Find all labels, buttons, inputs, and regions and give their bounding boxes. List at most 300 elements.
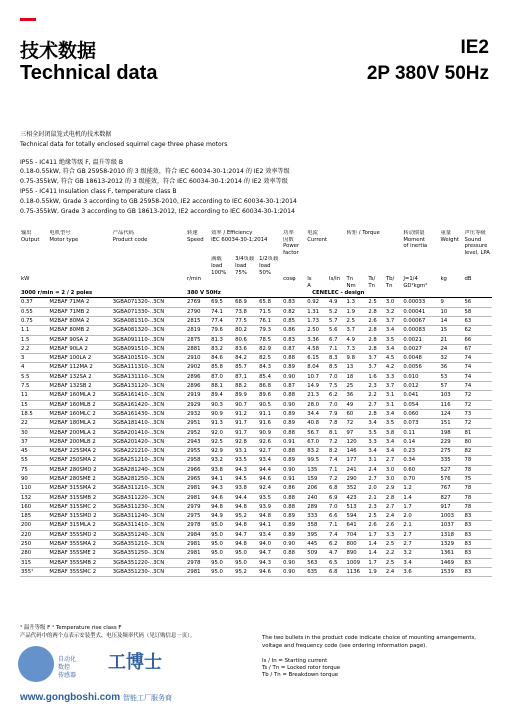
table-cell: 75 bbox=[20, 465, 48, 474]
table-cell: 6.6 bbox=[328, 512, 345, 521]
table-cell: 3.4 bbox=[385, 326, 402, 335]
table-cell: 1.4 bbox=[402, 493, 439, 502]
table-cell: 3GBA281250-‥3CN bbox=[112, 474, 186, 483]
table-cell: M2BAF 132SA 2 bbox=[48, 372, 111, 381]
table-cell: 2.8 bbox=[367, 307, 384, 316]
table-cell: 82.9 bbox=[258, 344, 282, 353]
table-cell: 352 bbox=[346, 484, 368, 493]
table-cell: 2790 bbox=[186, 307, 210, 316]
table-cell: 159 bbox=[306, 474, 328, 483]
table-cell: 3GBA131110-‥3CN bbox=[112, 372, 186, 381]
watermark-tag: 自动化 bbox=[58, 656, 77, 663]
table-cell: 229 bbox=[439, 437, 463, 446]
table-cell: 3.2 bbox=[385, 307, 402, 316]
table-cell: M2BAF 280SMD 2 bbox=[48, 465, 111, 474]
table-cell: 3GBA131120-‥3CN bbox=[112, 382, 186, 391]
table-cell: 2929 bbox=[186, 400, 210, 409]
header-cell: 声压等级 bbox=[464, 230, 486, 236]
table-cell: 91.6 bbox=[258, 419, 282, 428]
intro-line: 0.75-355kW, Grade 3 according to GB 18613-2012, IE2 according to IEC 60034-30-1:2014 bbox=[20, 207, 295, 215]
table-cell: 83.2 bbox=[306, 447, 328, 456]
table-cell: 93.5 bbox=[234, 456, 258, 465]
table-cell: 60 bbox=[346, 409, 368, 418]
table-cell: 1.9 bbox=[346, 307, 368, 316]
table-cell: 3GBA081320-‥3CN bbox=[112, 326, 186, 335]
table-row bbox=[20, 521, 492, 530]
table-cell: 72 bbox=[463, 419, 492, 428]
table-cell: 72 bbox=[346, 419, 368, 428]
table-row bbox=[20, 382, 492, 391]
table-cell: 4.2 bbox=[385, 363, 402, 372]
table-cell: 0.89 bbox=[282, 521, 306, 530]
table-cell: 185 bbox=[20, 512, 48, 521]
table-cell: 67 bbox=[463, 344, 492, 353]
table-cell: 2.7 bbox=[402, 530, 439, 539]
table-cell: 3 bbox=[20, 354, 48, 363]
table-cell: 53 bbox=[439, 372, 463, 381]
table-cell: 37 bbox=[20, 437, 48, 446]
efficiency-class: IE2 bbox=[460, 37, 489, 58]
table-cell: 0.88 bbox=[282, 391, 306, 400]
table-cell: 80.2 bbox=[234, 326, 258, 335]
table-cell: 3GBA311220-‥3CN bbox=[112, 493, 186, 502]
table-cell: 3.3 bbox=[385, 372, 402, 381]
table-cell: 1469 bbox=[439, 558, 463, 567]
table-cell: M2BAF 132SB 2 bbox=[48, 382, 111, 391]
table-cell: M2BAF 315MLA 2 bbox=[48, 521, 111, 530]
table-cell: 2975 bbox=[186, 512, 210, 521]
table-cell: 0.0056 bbox=[402, 363, 439, 372]
table-cell: 2.1 bbox=[402, 521, 439, 530]
table-cell: 6.2 bbox=[328, 391, 345, 400]
table-cell: 94.7 bbox=[234, 530, 258, 539]
table-cell: 95.0 bbox=[210, 530, 234, 539]
table-cell: 93.8 bbox=[234, 484, 258, 493]
table-cell: 68.9 bbox=[234, 298, 258, 307]
torque-legend bbox=[262, 658, 340, 679]
table-cell: 4.5 bbox=[385, 354, 402, 363]
table-cell: 7.8 bbox=[328, 419, 345, 428]
table-cell: 14 bbox=[439, 316, 463, 325]
table-cell: 2.4 bbox=[385, 567, 402, 576]
table-cell: 2.3 bbox=[367, 382, 384, 391]
table-cell: 1.2 bbox=[402, 484, 439, 493]
table-cell: 72 bbox=[463, 391, 492, 400]
table-cell: 3GBA351220-‥3CN bbox=[112, 558, 186, 567]
table-cell: 3GBA311210-‥3CN bbox=[112, 484, 186, 493]
table-cell: 206 bbox=[306, 484, 328, 493]
unit-cell bbox=[210, 276, 234, 289]
table-cell: 94.0 bbox=[258, 540, 282, 549]
header-cell bbox=[328, 256, 345, 276]
table-cell: 0.92 bbox=[306, 298, 328, 307]
table-cell: 0.0021 bbox=[402, 335, 439, 344]
table-cell: 32 bbox=[439, 354, 463, 363]
table-cell: 92.8 bbox=[234, 437, 258, 446]
header-cell: IEC 60034-30-1;2014 bbox=[211, 236, 268, 243]
table-cell: 94.4 bbox=[258, 465, 282, 474]
table-cell: 1.3 bbox=[346, 298, 368, 307]
table-cell: 95.2 bbox=[234, 512, 258, 521]
table-cell: 92.7 bbox=[258, 447, 282, 456]
header-cell: 转动惯量 bbox=[403, 230, 425, 236]
table-cell: 2981 bbox=[186, 540, 210, 549]
table-cell: 3.3 bbox=[385, 530, 402, 539]
table-cell: 2.8 bbox=[367, 335, 384, 344]
unit-cell bbox=[112, 276, 186, 289]
table-cell: 641 bbox=[346, 521, 368, 530]
table-cell: 0.37 bbox=[20, 298, 48, 307]
table-cell: 6.7 bbox=[328, 335, 345, 344]
table-cell: 0.0048 bbox=[402, 354, 439, 363]
header-cell: 因数 bbox=[283, 236, 294, 243]
unit-cell bbox=[48, 276, 111, 289]
table-cell: 2.8 bbox=[367, 409, 384, 418]
table-cell: M2BAF 315SMC 2 bbox=[48, 502, 111, 511]
table-cell: 2984 bbox=[186, 530, 210, 539]
table-cell: 2.5 bbox=[346, 316, 368, 325]
table-cell: 3GBA071320-‥3CN bbox=[112, 298, 186, 307]
table-cell: 7.1 bbox=[328, 521, 345, 530]
table-cell: 92.5 bbox=[210, 437, 234, 446]
table-cell: 0.054 bbox=[402, 400, 439, 409]
table-cell: 2965 bbox=[186, 474, 210, 483]
table-cell: 93.4 bbox=[258, 530, 282, 539]
table-cell: 7.4 bbox=[328, 530, 345, 539]
brand-accent-bar bbox=[20, 18, 36, 21]
table-cell: 94.5 bbox=[234, 474, 258, 483]
table-cell: 1009 bbox=[346, 558, 368, 567]
header-subrow bbox=[20, 256, 492, 276]
table-cell: 151 bbox=[439, 419, 463, 428]
table-cell: 0.073 bbox=[402, 419, 439, 428]
eff-col-header: 满载 load 100% bbox=[211, 256, 227, 276]
table-cell: 103 bbox=[439, 391, 463, 400]
header-cell: level, LPA bbox=[464, 249, 490, 256]
watermark-url-text: www.gongboshi.com bbox=[20, 692, 121, 703]
table-cell: 1136 bbox=[346, 567, 368, 576]
table-cell: 15 bbox=[20, 400, 48, 409]
table-cell: 3.0 bbox=[385, 474, 402, 483]
unit-cell: Tb/ Tn bbox=[385, 276, 395, 289]
table-cell: 2981 bbox=[186, 549, 210, 558]
page-title-cn: 技术数据 bbox=[20, 40, 97, 62]
table-cell: M2BAF 112MA 2 bbox=[48, 363, 111, 372]
table-cell: 2875 bbox=[186, 335, 210, 344]
unit-cell bbox=[234, 276, 258, 289]
table-cell: 0.90 bbox=[282, 372, 306, 381]
table-cell: 2.6 bbox=[385, 521, 402, 530]
watermark-tag: 传感器 bbox=[58, 672, 77, 679]
table-cell: 95.0 bbox=[210, 558, 234, 567]
table-cell: 1.4 bbox=[367, 549, 384, 558]
header-row bbox=[20, 237, 492, 244]
header-cell: 效率 / Efficiency bbox=[211, 230, 253, 236]
unit-cell: Is/In bbox=[329, 276, 341, 283]
table-cell: 3GBA351230-‥3CN bbox=[112, 567, 186, 576]
table-cell: 3.1 bbox=[385, 391, 402, 400]
table-cell: 3.4 bbox=[385, 409, 402, 418]
table-cell: 0.14 bbox=[402, 437, 439, 446]
table-cell: 7.0 bbox=[328, 502, 345, 511]
header-cell bbox=[282, 256, 306, 276]
table-cell: 74 bbox=[463, 363, 492, 372]
footnote-product-code-cn: 产品代码中的两个点表示安装型式、电压及频率代码（见订购信息一页）。 bbox=[20, 633, 196, 639]
table-cell: 1.7 bbox=[402, 502, 439, 511]
table-cell: 45 bbox=[20, 447, 48, 456]
table-row bbox=[20, 316, 492, 325]
table-cell: 1539 bbox=[439, 567, 463, 576]
table-cell: M2BAF 355SMB 2 bbox=[48, 558, 111, 567]
table-cell: 91.3 bbox=[210, 419, 234, 428]
table-cell: 5.5 bbox=[20, 372, 48, 381]
header-cell bbox=[112, 250, 186, 257]
table-cell: 0.86 bbox=[282, 326, 306, 335]
table-cell: 2955 bbox=[186, 447, 210, 456]
table-cell: 94.7 bbox=[258, 549, 282, 558]
table-cell: 15 bbox=[439, 326, 463, 335]
table-cell: 1.9 bbox=[367, 567, 384, 576]
unit-cell: Tn Nm bbox=[346, 276, 356, 289]
table-cell: 917 bbox=[439, 502, 463, 511]
table-cell: 2.7 bbox=[385, 502, 402, 511]
header-cell bbox=[439, 256, 463, 276]
table-cell: 2.7 bbox=[367, 474, 384, 483]
table-cell: 78 bbox=[463, 502, 492, 511]
table-cell: 1.31 bbox=[306, 307, 328, 316]
header-cell bbox=[306, 256, 328, 276]
table-cell: 0.89 bbox=[282, 530, 306, 539]
unit-cell: Is A bbox=[307, 276, 312, 289]
table-cell: 0.00083 bbox=[402, 326, 439, 335]
table-cell: 0.041 bbox=[402, 391, 439, 400]
table-cell: 36 bbox=[346, 391, 368, 400]
table-cell: 7.5 bbox=[20, 382, 48, 391]
table-cell: 3.7 bbox=[385, 316, 402, 325]
table-cell: 3.7 bbox=[367, 363, 384, 372]
table-cell: 2.8 bbox=[367, 326, 384, 335]
table-cell: 21 bbox=[439, 335, 463, 344]
table-cell: 2981 bbox=[186, 493, 210, 502]
header-cell bbox=[20, 250, 48, 257]
table-cell: 7.1 bbox=[328, 465, 345, 474]
table-cell: 280 bbox=[20, 549, 48, 558]
intro-line: 0.18-0.55kW, Grade 3 according to GB 25958-2010, IE2 according to IEC 60034-30-1:2014 bbox=[20, 197, 297, 205]
table-cell: 94.6 bbox=[258, 567, 282, 576]
table-cell: 0.23 bbox=[402, 447, 439, 456]
table-cell: 3.36 bbox=[306, 335, 328, 344]
table-cell: 9 bbox=[439, 298, 463, 307]
table-cell: 74 bbox=[463, 354, 492, 363]
table-cell: 423 bbox=[346, 493, 368, 502]
table-cell: 91.2 bbox=[234, 409, 258, 418]
header-cell bbox=[306, 243, 345, 250]
table-cell: 85.4 bbox=[258, 372, 282, 381]
table-cell: 3.2 bbox=[402, 549, 439, 558]
eff-col-header: 3/4负载 load 75% bbox=[235, 256, 255, 276]
table-cell: M2BAF 355SMA 2 bbox=[48, 540, 111, 549]
table-cell: 94.3 bbox=[234, 465, 258, 474]
table-cell: 2.9 bbox=[385, 484, 402, 493]
header-cell: Power bbox=[283, 243, 300, 250]
table-cell: M2BAF 100LA 2 bbox=[48, 354, 111, 363]
table-cell: 3.5 bbox=[385, 335, 402, 344]
table-row bbox=[20, 428, 492, 437]
table-cell: 95.0 bbox=[210, 567, 234, 576]
table-cell: 78 bbox=[463, 465, 492, 474]
intro-line: 0.75-355kW, 符合 GB 18613-2012 的 3 级能效，符合 IEC 60034-30-1:2014 的 IE2 效率等级 bbox=[20, 178, 288, 186]
table-cell: 6.5 bbox=[328, 558, 345, 567]
table-cell: 88.2 bbox=[234, 382, 258, 391]
table-cell: 289 bbox=[306, 502, 328, 511]
table-cell: M2BAF 90SA 2 bbox=[48, 335, 111, 344]
table-cell: 395 bbox=[306, 530, 328, 539]
header-cell: Output bbox=[21, 236, 40, 243]
table-cell: 1.5 bbox=[20, 335, 48, 344]
table-cell: 4.9 bbox=[328, 298, 345, 307]
table-cell: 18.5 bbox=[20, 409, 48, 418]
table-cell: 80 bbox=[463, 437, 492, 446]
table-cell: 10 bbox=[439, 307, 463, 316]
table-cell: 2966 bbox=[186, 465, 210, 474]
table-cell: 77.4 bbox=[210, 316, 234, 325]
unit-cell: kg bbox=[440, 276, 447, 283]
intro-line: IP55 - IC411 Insulation class F, temperature class B bbox=[20, 187, 177, 195]
table-cell: 90.9 bbox=[210, 409, 234, 418]
table-cell: 56 bbox=[463, 298, 492, 307]
table-cell: 73 bbox=[463, 409, 492, 418]
table-cell: 2910 bbox=[186, 354, 210, 363]
watermark-url bbox=[20, 692, 172, 703]
table-cell: 57 bbox=[439, 382, 463, 391]
table-cell: 84.3 bbox=[258, 363, 282, 372]
table-cell: 24 bbox=[439, 344, 463, 353]
table-cell: 0.012 bbox=[402, 382, 439, 391]
table-cell: M2BAF 280SME 2 bbox=[48, 474, 111, 483]
table-cell: 83.2 bbox=[210, 344, 234, 353]
header-cell bbox=[48, 256, 111, 276]
header-cell: 输出 bbox=[21, 230, 32, 236]
table-cell: 0.00033 bbox=[402, 298, 439, 307]
table-cell: 250 bbox=[20, 540, 48, 549]
table-cell: 83.6 bbox=[234, 344, 258, 353]
watermark-tag: 数控 bbox=[58, 664, 71, 671]
units-row bbox=[20, 276, 492, 289]
table-cell: 827 bbox=[439, 493, 463, 502]
header-cell bbox=[463, 256, 492, 276]
watermark-logo-icon bbox=[18, 646, 54, 682]
table-cell: 2815 bbox=[186, 316, 210, 325]
table-cell: 89.9 bbox=[234, 391, 258, 400]
table-row bbox=[20, 530, 492, 539]
table-cell: M2BAF 160MLC 2 bbox=[48, 409, 111, 418]
table-cell: 58 bbox=[463, 307, 492, 316]
header-cell bbox=[186, 250, 210, 257]
header-cell bbox=[346, 237, 403, 244]
header-row bbox=[20, 250, 492, 257]
table-cell: M2BAF 315SMD 2 bbox=[48, 512, 111, 521]
table-cell: 7.0 bbox=[328, 400, 345, 409]
table-cell: 120 bbox=[346, 437, 368, 446]
table-row bbox=[20, 307, 492, 316]
table-cell: 2.8 bbox=[385, 493, 402, 502]
table-cell: 94.3 bbox=[210, 484, 234, 493]
table-cell: 3GBA161410-‥3CN bbox=[112, 391, 186, 400]
intro-line: 三相全封闭鼠笼式电机的技术数据 bbox=[20, 131, 112, 138]
table-cell: 93.9 bbox=[258, 502, 282, 511]
table-cell: 76.1 bbox=[258, 316, 282, 325]
table-cell: 2951 bbox=[186, 419, 210, 428]
legend-item: Is / In = Starting current bbox=[262, 658, 328, 664]
table-row bbox=[20, 344, 492, 353]
table-cell: M2BAF 355SMC 2 bbox=[48, 567, 111, 576]
table-cell: 93.4 bbox=[258, 456, 282, 465]
watermark bbox=[18, 640, 218, 706]
header-cell: 电流 bbox=[307, 230, 318, 236]
table-cell: M2BAF 160MLB 2 bbox=[48, 400, 111, 409]
table-cell: 0.87 bbox=[282, 344, 306, 353]
table-cell: 1003 bbox=[439, 512, 463, 521]
table-cell: 99.5 bbox=[306, 456, 328, 465]
table-cell: 0.010 bbox=[402, 372, 439, 381]
table-cell: 200 bbox=[20, 521, 48, 530]
table-cell: 2.5 bbox=[385, 558, 402, 567]
table-cell: 3GBA221210-‥3CN bbox=[112, 447, 186, 456]
table-cell: 5.6 bbox=[328, 326, 345, 335]
table-cell: 8.04 bbox=[306, 363, 328, 372]
footnote-temp-rise: ¹ 温升等级 F ¹ Temperature rise class F bbox=[20, 625, 122, 631]
table-cell: 135 bbox=[306, 465, 328, 474]
table-cell: M2BAF 90LA 2 bbox=[48, 344, 111, 353]
table-cell: 146 bbox=[346, 447, 368, 456]
table-cell: 0.60 bbox=[402, 465, 439, 474]
table-cell: 2.1 bbox=[367, 493, 384, 502]
header-cell bbox=[385, 256, 402, 276]
table-cell: 355¹ bbox=[20, 567, 48, 576]
table-cell: 2.2 bbox=[20, 344, 48, 353]
table-cell: 5.7 bbox=[328, 316, 345, 325]
table-cell: 0.82 bbox=[282, 307, 306, 316]
header-cell bbox=[48, 250, 111, 257]
table-cell: 74 bbox=[463, 372, 492, 381]
table-cell: 0.91 bbox=[282, 437, 306, 446]
table-cell: 2979 bbox=[186, 502, 210, 511]
table-cell: 91.7 bbox=[234, 428, 258, 437]
table-row bbox=[20, 326, 492, 335]
table-cell: 2978 bbox=[186, 558, 210, 567]
table-cell: 4.58 bbox=[306, 344, 328, 353]
table-row bbox=[20, 447, 492, 456]
table-cell: 69.5 bbox=[210, 298, 234, 307]
table-cell: 177 bbox=[346, 456, 368, 465]
table-cell: 513 bbox=[346, 502, 368, 511]
table-cell: 34.4 bbox=[306, 409, 328, 418]
table-cell: 13 bbox=[346, 363, 368, 372]
table-cell: 2981 bbox=[186, 567, 210, 576]
table-cell: 0.00041 bbox=[402, 307, 439, 316]
table-cell: 1.73 bbox=[306, 316, 328, 325]
table-cell: 78.5 bbox=[258, 335, 282, 344]
table-cell: 124 bbox=[439, 409, 463, 418]
table-cell: M2BAF 180MLA 2 bbox=[48, 419, 111, 428]
table-row bbox=[20, 400, 492, 409]
table-cell: 22 bbox=[20, 419, 48, 428]
table-cell: 132 bbox=[20, 493, 48, 502]
table-cell: 8.2 bbox=[328, 447, 345, 456]
table-cell: 94.1 bbox=[258, 521, 282, 530]
header-cell: 转速 bbox=[187, 230, 198, 236]
table-cell: 87.0 bbox=[210, 372, 234, 381]
